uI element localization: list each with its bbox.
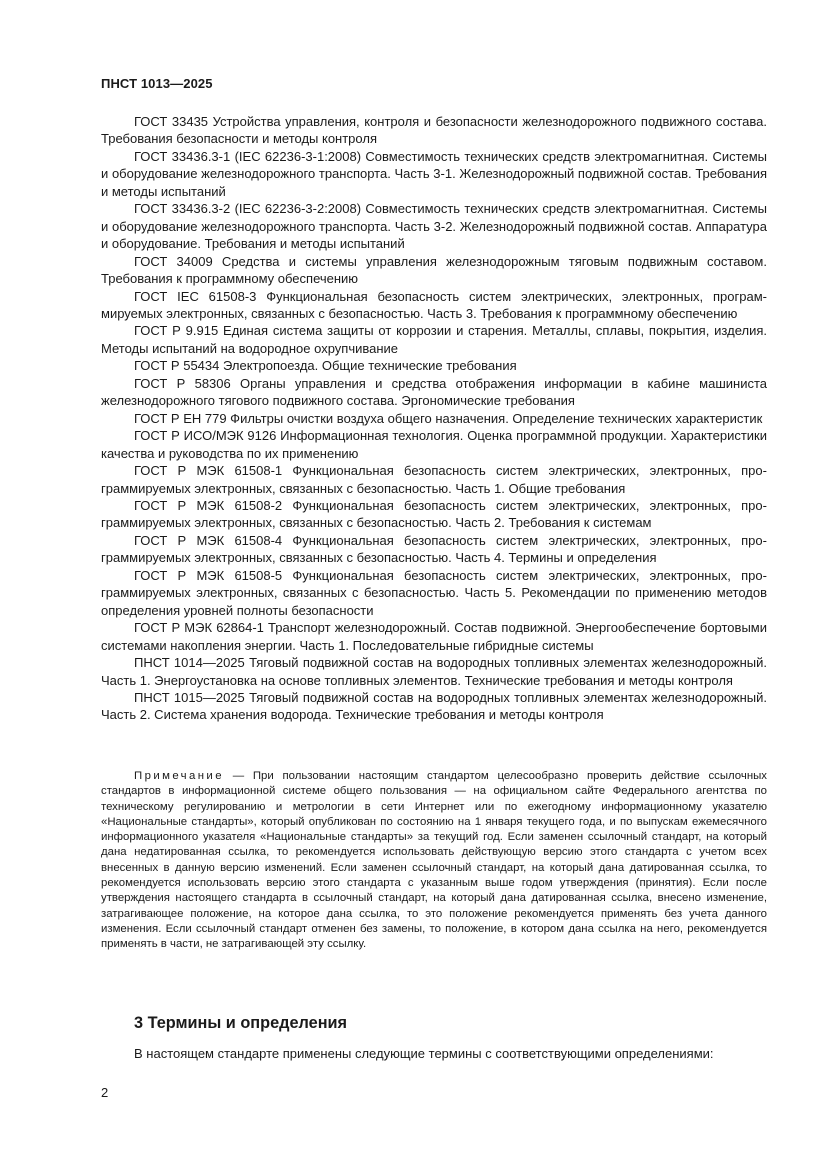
reference-entry: ГОСТ Р МЭК 61508-4 Функциональная безопасность систем электрических, электронных, программируемых электронных, связанных с безопасностью. Часть 4. Термины и определения [101,532,767,566]
reference-entry: ГОСТ 34009 Средства и системы управления железнодорожным тяговым подвижным составом. Требования к программному обеспечению [101,253,767,287]
section-heading: 3 Термины и определения [134,1014,348,1032]
reference-entry: ПНСТ 1014—2025 Тяговый подвижной состав на водородных топливных элементах железнодорожный. Часть 1. Энергоустановка на основе топливных элементов. Технические требования и методы контроля [101,655,767,688]
reference-entry: ГОСТ Р МЭК 62864-1 Транспорт железнодорожный. Состав подвижной. Энергообеспечение бортовыми системами накопления энергии. Часть 1. Последовательные гибридные системы [101,620,767,653]
reference-entry: ГОСТ Р 9.915 Единая система защиты от коррозии и старения. Металлы, сплавы, покрытия, изделия. Методы испытаний на водородное охрупчивание [101,323,767,356]
note-text: — При пользовании настоящим стандартом целесообразно проверить действие ссылочных стандартов в информационной системе общего пользования — на официальном сайте Федерального агентства по техническому регулированию и метрологии в сети Интернет или по ежегодному информационному указателю «Национальные стандарты», который опубликован по состоянию на 1 января текущего года, и по выпускам ежемесячного информационного указателя «Национальные стандарты» за текущий год. Если заменен ссылочный стандарт, на который дана недатированная ссылка, то рекомендуется использовать действующую версию этого стандарта с учетом всех внесенных в данную версию изменений. Если заменен ссылочный стандарт, на который дана датированная ссылка, то рекомендуется использовать версию этого стандарта с указанным выше годом утверждения (принятия). Если после утверждения настоящего стандарта в ссылочный стандарт, на который дана датированная ссылка, внесено изменение, затрагивающее положение, на которое дана ссылка, то это положение рекомендуется применять без учета данного изменения. Если ссылочный стандарт отменен без замены, то положение, в котором дана ссылка на него, рекомендуется применять в части, не затрагивающей эту ссылку. [101,770,767,951]
reference-entry: ГОСТ Р ЕН 779 Фильтры очистки воздуха общего назначения. Определение технических характеристик [134,410,763,426]
reference-entry: ГОСТ 33435 Устройства управления, контроля и безопасности железнодорожного подвижного состава. Требования безопасности и методы контроля [101,114,767,147]
reference-entry: ГОСТ IEC 61508-3 Функциональная безопасность систем электрических, электронных, программируемых электронных, связанных с безопасностью. Часть 3. Требования к программному обеспечению [101,288,767,321]
normative-references-list [101,113,767,724]
reference-entry: ГОСТ Р МЭК 61508-2 Функциональная безопасность систем электрических, электронных, программируемых электронных, связанных с безопасностью. Часть 2. Требования к системам [101,497,767,531]
document-id-header: ПНСТ 1013—2025 [101,76,213,91]
reference-entry: ГОСТ 33436.3-2 (IEC 62236-3-2:2008) Совместимость технических средств электромагнитная. Системы и оборудование железнодорожного транспорта. Часть 3-2. Железнодорожный подвижной состав. Аппаратура и оборудование. Требования и методы испытаний [101,201,767,252]
reference-entry: ГОСТ Р 55434 Электропоезда. Общие технические требования [134,358,517,374]
reference-entry: ГОСТ Р МЭК 61508-5 Функциональная безопасность систем электрических, электронных, программируемых электронных, связанных с безопасностью. Часть 5. Рекомендации по применению методов определения уровней полноты безопасности [101,567,767,618]
reference-entry: ГОСТ Р 58306 Органы управления и средства отображения информации в кабине машиниста железнодорожного тягового подвижного состава. Эргономические требования [101,375,767,409]
reference-entry: ГОСТ Р ИСО/МЭК 9126 Информационная технология. Оценка программной продукции. Характеристики качества и руководства по их применению [101,428,767,461]
page-number: 2 [101,1085,109,1100]
references-note [101,769,767,953]
reference-entry: ГОСТ 33436.3-1 (IEC 62236-3-1:2008) Совместимость технических средств электромагнитная. Системы и оборудование железнодорожного транспорта. Часть 3-1. Железнодорожный подвижной состав. Требования и методы испытаний [101,148,767,199]
note-label: Примечание [134,770,224,782]
section-intro-text: В настоящем стандарте применены следующие термины с соответствующими определениями: [134,1046,714,1061]
reference-entry: ПНСТ 1015—2025 Тяговый подвижной состав на водородных топливных элементах железнодорожный. Часть 2. Система хранения водорода. Технические требования и методы контроля [101,689,767,723]
reference-entry: ГОСТ Р МЭК 61508-1 Функциональная безопасность систем электрических, электронных, программируемых электронных, связанных с безопасностью. Часть 1. Общие требования [101,463,767,496]
